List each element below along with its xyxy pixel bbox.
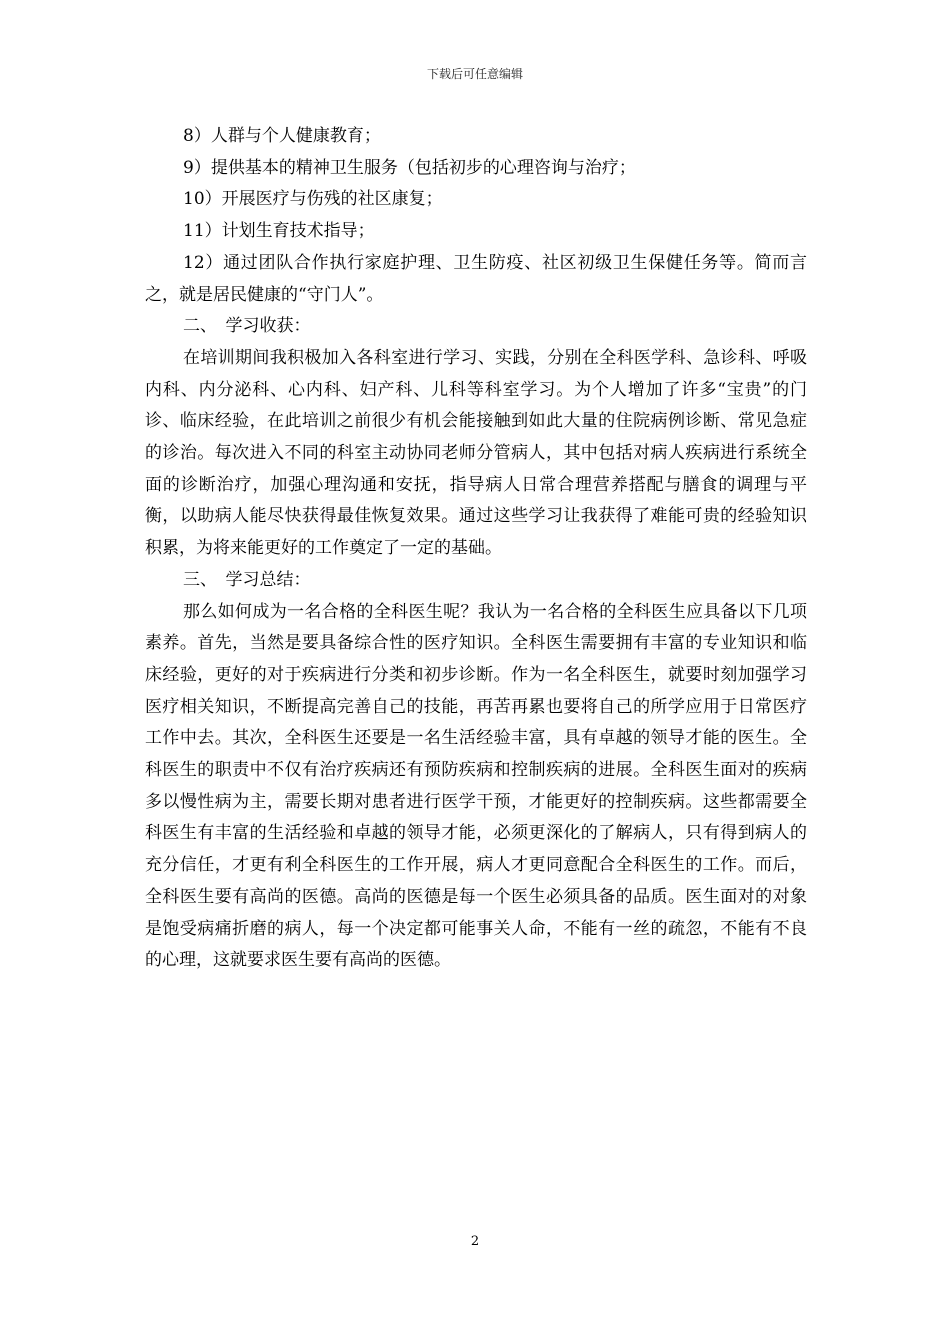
- body-paragraph-learning-gains: 在培训期间我积极加入各科室进行学习、实践，分别在全科医学科、急诊科、呼吸内科、内分泌科、心内科、妇产科、儿科等科室学习。为个人增加了许多“宝贵”的门诊、临床经验，在此培训之前很少有机会能接触到如此大量的住院病例诊断、常见急症的诊治。每次进入不同的科室主动协同老师分管病人，其中包括对病人疾病进行系统全面的诊断治疗，加强心理沟通和安抚，指导病人日常合理营养搭配与膳食的调理与平衡，以助病人能尽快获得最佳恢复效果。通过这些学习让我获得了难能可贵的经验知识积累，为将来能更好的工作奠定了一定的基础。: [145, 347, 807, 559]
- list-item-8: 8）人群与个人健康教育；: [183, 126, 381, 146]
- page-header: 下载后可任意编辑: [426, 67, 523, 81]
- document-body: [145, 121, 807, 977]
- list-item-12: 12）通过团队合作执行家庭护理、卫生防疫、社区初级卫生保健任务等。简而言之，就是居民健康的“守门人”。: [145, 252, 807, 305]
- page-number: 2: [470, 1234, 480, 1249]
- section-heading-learning-summary: 三、 学习总结：: [183, 569, 311, 590]
- list-item-9: 9）提供基本的精神卫生服务（包括初步的心理咨询与治疗；: [183, 157, 636, 178]
- body-paragraph-learning-summary: 那么如何成为一名合格的全科医生呢？我认为一名合格的全科医生应具备以下几项素养。首先，当然是要具备综合性的医疗知识。全科医生需要拥有丰富的专业知识和临床经验，更好的对于疾病进行分类和初步诊断。作为一名全科医生，就要时刻加强学习医疗相关知识，不断提高完善自己的技能，再苦再累也要将自己的所学应用于日常医疗工作中去。其次，全科医生还要是一名生活经验丰富，具有卓越的领导才能的医生。全科医生的职责中不仅有治疗疾病还有预防疾病和控制疾病的进展。全科医生面对的疾病多以慢性病为主，需要长期对患者进行医学干预，才能更好的控制疾病。这些都需要全科医生有丰富的生活经验和卓越的领导才能，必须更深化的了解病人，只有得到病人的充分信任，才更有利全科医生的工作开展，病人才更同意配合全科医生的工作。而后，全科医生要有高尚的医德。高尚的医德是每一个医生必须具备的品质。医生面对的对象是饱受病痛折磨的病人，每一个决定都可能事关人命，不能有一丝的疏忽，不能有不良的心理，这就要求医生要有高尚的医德。: [145, 601, 807, 971]
- list-item-11: 11）计划生育技术指导；: [183, 221, 375, 242]
- list-item-10: 10）开展医疗与伤残的社区康复；: [183, 189, 443, 210]
- section-heading-learning-gains: 二、 学习收获：: [183, 316, 311, 337]
